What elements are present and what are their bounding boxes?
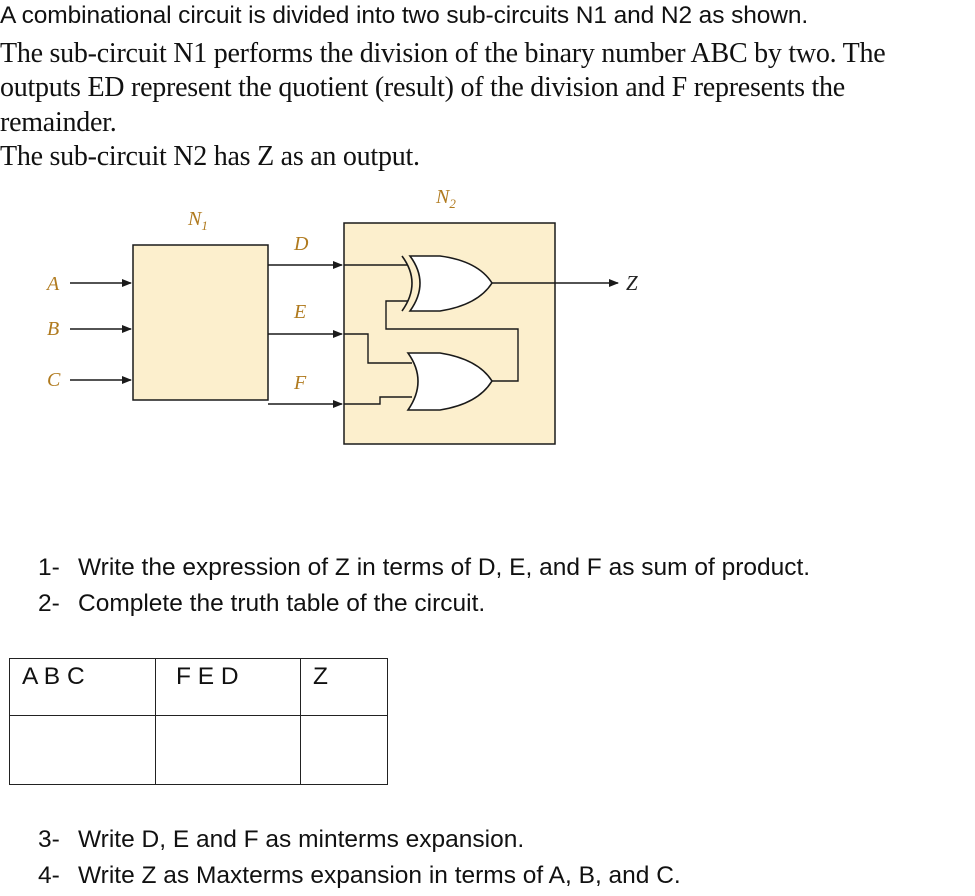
intro-line-1: A combinational circuit is divided into two sub-circuits N1 and N2 as shown. — [0, 2, 809, 29]
truth-table-header-fed: F E D — [156, 659, 301, 716]
output-d-label: D — [294, 233, 309, 255]
question-4 — [38, 862, 681, 890]
question-1 — [38, 554, 810, 582]
truth-table-header-abc: A B C — [10, 659, 156, 716]
intro-line-3: outputs ED represent the quotient (result) of the division and F represents the — [0, 72, 845, 103]
intro-line-5: The sub-circuit N2 has Z as an output. — [0, 141, 420, 172]
question-3-number: 3- — [38, 826, 60, 853]
question-2-text: Complete the truth table of the circuit. — [78, 590, 486, 617]
truth-table-cell-z[interactable] — [301, 716, 388, 785]
intro-line-2: The sub-circuit N1 performs the division of the binary number ABC by two. The — [0, 38, 886, 69]
question-1-text: Write the expression of Z in terms of D, E, and F as sum of product. — [78, 554, 811, 581]
question-3-text: Write D, E and F as minterms expansion. — [78, 826, 525, 853]
output-f-label: F — [294, 372, 307, 394]
input-b-label: B — [47, 318, 60, 340]
question-2 — [38, 590, 485, 618]
intro-line-4: remainder. — [0, 107, 117, 138]
question-1-number: 1- — [38, 554, 60, 581]
question-2-number: 2- — [38, 590, 60, 617]
truth-table-cell-fed[interactable] — [156, 716, 301, 785]
truth-table-cell-abc[interactable] — [10, 716, 156, 785]
output-z-label: Z — [626, 271, 638, 295]
n1-label: $N_1$ — [188, 208, 208, 233]
circuit-diagram — [0, 185, 700, 465]
question-3 — [38, 826, 524, 854]
input-c-label: C — [47, 369, 61, 391]
n2-block — [344, 223, 555, 444]
input-a-label: A — [47, 273, 60, 295]
table-row — [10, 716, 388, 785]
output-e-label: E — [294, 301, 307, 323]
truth-table — [9, 658, 388, 785]
question-4-text: Write Z as Maxterms expansion in terms of A, B, and C. — [78, 862, 681, 889]
n1-block — [133, 245, 268, 400]
n2-label: $N_2$ — [436, 186, 456, 211]
truth-table-header-row — [10, 659, 388, 716]
truth-table-header-z: Z — [301, 659, 388, 716]
question-4-number: 4- — [38, 862, 60, 889]
